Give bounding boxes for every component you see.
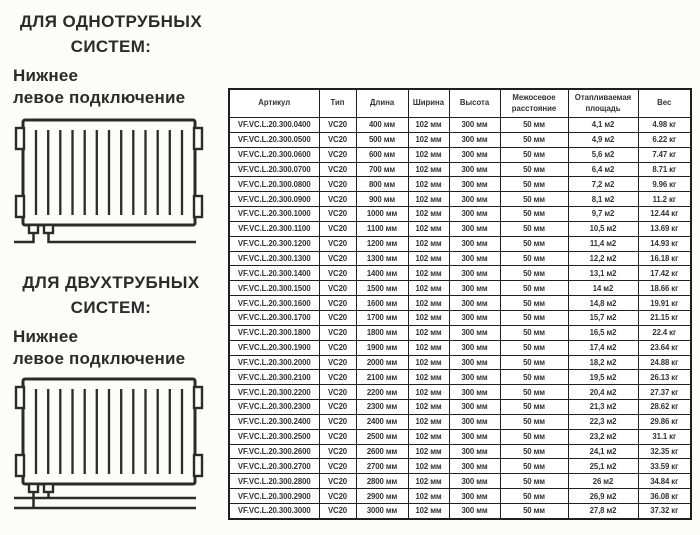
table-cell: 300 мм (449, 385, 500, 400)
table-cell: 13.69 кг (638, 221, 691, 236)
table-cell: VF.VC.L.20.300.1500 (229, 281, 319, 296)
table-cell: 50 мм (500, 177, 568, 192)
table-cell: VF.VC.L.20.300.2200 (229, 385, 319, 400)
table-cell: VF.VC.L.20.300.0800 (229, 177, 319, 192)
table-cell: VF.VC.L.20.300.1700 (229, 310, 319, 325)
table-row (229, 444, 691, 459)
table-row (229, 340, 691, 355)
table-cell: 102 мм (408, 207, 449, 222)
table-cell: 1300 мм (356, 251, 408, 266)
table-cell: 102 мм (408, 325, 449, 340)
table-cell: 50 мм (500, 147, 568, 162)
table-cell: VC20 (319, 296, 356, 311)
table-cell: 8.71 кг (638, 162, 691, 177)
table-cell: VC20 (319, 355, 356, 370)
table-cell: 50 мм (500, 385, 568, 400)
table-cell: 9.96 кг (638, 177, 691, 192)
table-cell: VC20 (319, 132, 356, 147)
table-cell: VF.VC.L.20.300.1900 (229, 340, 319, 355)
table-cell: 50 мм (500, 192, 568, 207)
table-cell: 19,5 м2 (568, 370, 638, 385)
table-cell: 17.42 кг (638, 266, 691, 281)
table-cell: 6,4 м2 (568, 162, 638, 177)
table-cell: 300 мм (449, 459, 500, 474)
table-cell: VC20 (319, 474, 356, 489)
table-cell: VC20 (319, 370, 356, 385)
table-cell: 2800 мм (356, 474, 408, 489)
table-cell: 300 мм (449, 355, 500, 370)
table-cell: 50 мм (500, 310, 568, 325)
table-cell: 14 м2 (568, 281, 638, 296)
table-cell: VC20 (319, 118, 356, 133)
table-cell: 700 мм (356, 162, 408, 177)
table-cell: 300 мм (449, 251, 500, 266)
table-cell: 300 мм (449, 236, 500, 251)
table-cell: VC20 (319, 489, 356, 504)
table-row (229, 296, 691, 311)
table-cell: 7.47 кг (638, 147, 691, 162)
table-cell: 300 мм (449, 340, 500, 355)
table-row (229, 414, 691, 429)
table-cell: 300 мм (449, 296, 500, 311)
connection-label-line: Нижнее (13, 327, 79, 346)
table-cell: VF.VC.L.20.300.2800 (229, 474, 319, 489)
table-cell: VF.VC.L.20.300.2400 (229, 414, 319, 429)
table-row (229, 177, 691, 192)
table-cell: 50 мм (500, 266, 568, 281)
table-cell: 19.91 кг (638, 296, 691, 311)
table-cell: 50 мм (500, 251, 568, 266)
table-cell: 50 мм (500, 370, 568, 385)
table-header-row (229, 89, 691, 118)
table-cell: 14.93 кг (638, 236, 691, 251)
table-cell: 50 мм (500, 221, 568, 236)
table-cell: 300 мм (449, 325, 500, 340)
table-cell: 15,7 м2 (568, 310, 638, 325)
table-cell: 50 мм (500, 444, 568, 459)
table-cell: VC20 (319, 236, 356, 251)
table-cell: 20,4 м2 (568, 385, 638, 400)
two-pipe-section-title (0, 271, 222, 320)
table-row (229, 400, 691, 415)
table-cell: 11.2 кг (638, 192, 691, 207)
table-cell: 300 мм (449, 118, 500, 133)
table-cell: VC20 (319, 325, 356, 340)
table-cell: VC20 (319, 429, 356, 444)
table-cell: VF.VC.L.20.300.0400 (229, 118, 319, 133)
table-cell: 1200 мм (356, 236, 408, 251)
table-cell: VF.VC.L.20.300.2700 (229, 459, 319, 474)
table-row (229, 325, 691, 340)
table-cell: 17,4 м2 (568, 340, 638, 355)
table-cell: VF.VC.L.20.300.1400 (229, 266, 319, 281)
table-cell: 2300 мм (356, 400, 408, 415)
table-header-cell: Вес (638, 89, 691, 118)
table-cell: 22.4 кг (638, 325, 691, 340)
table-cell: 300 мм (449, 192, 500, 207)
table-cell: 32.35 кг (638, 444, 691, 459)
table-cell: 102 мм (408, 177, 449, 192)
table-cell: VC20 (319, 310, 356, 325)
table-row (229, 474, 691, 489)
table-cell: 9,7 м2 (568, 207, 638, 222)
table-cell: 102 мм (408, 266, 449, 281)
table-header-cell: Артикул (229, 89, 319, 118)
table-cell: 102 мм (408, 474, 449, 489)
table-cell: 102 мм (408, 147, 449, 162)
table-cell: VC20 (319, 207, 356, 222)
table-cell: 1100 мм (356, 221, 408, 236)
table-cell: 22,3 м2 (568, 414, 638, 429)
table-cell: 102 мм (408, 355, 449, 370)
table-cell: 31.1 кг (638, 429, 691, 444)
table-cell: 102 мм (408, 370, 449, 385)
table-cell: 102 мм (408, 400, 449, 415)
table-cell: 102 мм (408, 236, 449, 251)
table-cell: VF.VC.L.20.300.1100 (229, 221, 319, 236)
table-header-cell: Высота (449, 89, 500, 118)
section-title-line: ДЛЯ ДВУХТРУБНЫХ (22, 273, 200, 292)
table-cell: 2900 мм (356, 489, 408, 504)
single-pipe-section-title (0, 10, 222, 59)
table-cell: 24,1 м2 (568, 444, 638, 459)
table-cell: VC20 (319, 162, 356, 177)
table-row (229, 192, 691, 207)
table-cell: 4.98 кг (638, 118, 691, 133)
table-cell: VF.VC.L.20.300.1300 (229, 251, 319, 266)
connection-label-line: левое подключение (13, 349, 186, 369)
table-header-cell: Длина (356, 89, 408, 118)
table-cell: 300 мм (449, 266, 500, 281)
connection-label-line: Нижнее (13, 66, 79, 85)
table-cell: 50 мм (500, 429, 568, 444)
table-cell: 50 мм (500, 474, 568, 489)
table-cell: VF.VC.L.20.300.1200 (229, 236, 319, 251)
table-row (229, 385, 691, 400)
single-pipe-connection-label (13, 65, 223, 109)
table-cell: 50 мм (500, 296, 568, 311)
table-cell: 26 м2 (568, 474, 638, 489)
table-cell: 10,5 м2 (568, 221, 638, 236)
table-cell: 300 мм (449, 310, 500, 325)
table-cell: 50 мм (500, 489, 568, 504)
table-cell: 102 мм (408, 281, 449, 296)
table-cell: 2500 мм (356, 429, 408, 444)
two-pipe-radiator-diagram (13, 372, 205, 519)
table-cell: 50 мм (500, 281, 568, 296)
table-cell: 7,2 м2 (568, 177, 638, 192)
table-cell: 1600 мм (356, 296, 408, 311)
table-cell: 102 мм (408, 118, 449, 133)
table-cell: 1500 мм (356, 281, 408, 296)
table-cell: 2700 мм (356, 459, 408, 474)
table-row (229, 489, 691, 504)
table-cell: 102 мм (408, 385, 449, 400)
table-cell: 1400 мм (356, 266, 408, 281)
table-cell: 27,8 м2 (568, 503, 638, 518)
table-cell: VC20 (319, 459, 356, 474)
table-cell: VF.VC.L.20.300.0900 (229, 192, 319, 207)
table-cell: 102 мм (408, 162, 449, 177)
table-cell: VC20 (319, 281, 356, 296)
table-cell: 300 мм (449, 207, 500, 222)
table-cell: 2200 мм (356, 385, 408, 400)
table-header-cell: Тип (319, 89, 356, 118)
table-cell: VC20 (319, 340, 356, 355)
table-cell: VF.VC.L.20.300.3000 (229, 503, 319, 518)
table-cell: VF.VC.L.20.300.2000 (229, 355, 319, 370)
table-row (229, 118, 691, 133)
table-cell: 5,6 м2 (568, 147, 638, 162)
table-cell: 26,9 м2 (568, 489, 638, 504)
table-cell: VC20 (319, 414, 356, 429)
table-cell: 102 мм (408, 251, 449, 266)
table-row (229, 355, 691, 370)
table-cell: 102 мм (408, 503, 449, 518)
table-cell: VF.VC.L.20.300.1800 (229, 325, 319, 340)
table-cell: 2400 мм (356, 414, 408, 429)
connection-label-line: левое подключение (13, 88, 186, 108)
section-title-line: СИСТЕМ: (70, 36, 152, 56)
table-header-cell: Межосевое расстояние (500, 89, 568, 118)
table-cell: 300 мм (449, 429, 500, 444)
table-cell: 21.15 кг (638, 310, 691, 325)
table-cell: 102 мм (408, 489, 449, 504)
table-cell: VF.VC.L.20.300.0500 (229, 132, 319, 147)
table-cell: 4,9 м2 (568, 132, 638, 147)
table-cell: 1800 мм (356, 325, 408, 340)
table-row (229, 221, 691, 236)
table-cell: 300 мм (449, 221, 500, 236)
table-cell: 3000 мм (356, 503, 408, 518)
table-cell: 102 мм (408, 296, 449, 311)
table-cell: VC20 (319, 192, 356, 207)
table-row (229, 162, 691, 177)
table-cell: VC20 (319, 444, 356, 459)
table-row (229, 147, 691, 162)
table-row (229, 370, 691, 385)
table-cell: VC20 (319, 400, 356, 415)
table-cell: 23,2 м2 (568, 429, 638, 444)
table-cell: VF.VC.L.20.300.0700 (229, 162, 319, 177)
table-cell: VC20 (319, 266, 356, 281)
table-row (229, 503, 691, 518)
table-cell: 300 мм (449, 414, 500, 429)
table-cell: 300 мм (449, 177, 500, 192)
table-cell: 16,5 м2 (568, 325, 638, 340)
table-cell: 37.32 кг (638, 503, 691, 518)
table-cell: 4,1 м2 (568, 118, 638, 133)
table-body (229, 118, 691, 519)
table-cell: 800 мм (356, 177, 408, 192)
table-cell: 300 мм (449, 370, 500, 385)
table-cell: 300 мм (449, 474, 500, 489)
table-cell: 102 мм (408, 221, 449, 236)
table-cell: 34.84 кг (638, 474, 691, 489)
table-cell: 29.86 кг (638, 414, 691, 429)
table-cell: 102 мм (408, 192, 449, 207)
table-cell: 6.22 кг (638, 132, 691, 147)
table-cell: 24.88 кг (638, 355, 691, 370)
table-cell: 50 мм (500, 340, 568, 355)
two-pipe-connection-label (13, 326, 223, 370)
table-header-cell: Ширина (408, 89, 449, 118)
table-cell: VF.VC.L.20.300.2300 (229, 400, 319, 415)
two-pipe-radiator-icon (13, 372, 205, 514)
table-cell: 50 мм (500, 118, 568, 133)
table-cell: 50 мм (500, 132, 568, 147)
table-row (229, 310, 691, 325)
table-cell: 36.08 кг (638, 489, 691, 504)
table-row (229, 251, 691, 266)
table-cell: 1000 мм (356, 207, 408, 222)
table-cell: VC20 (319, 503, 356, 518)
section-title-line: ДЛЯ ОДНОТРУБНЫХ (19, 12, 203, 31)
table-cell: 26.13 кг (638, 370, 691, 385)
table-cell: 1700 мм (356, 310, 408, 325)
table-cell: 8,1 м2 (568, 192, 638, 207)
table-cell: 2600 мм (356, 444, 408, 459)
table-cell: 2100 мм (356, 370, 408, 385)
table-row (229, 266, 691, 281)
table-cell: 102 мм (408, 444, 449, 459)
table-cell: 50 мм (500, 236, 568, 251)
table-cell: 27.37 кг (638, 385, 691, 400)
table-cell: 21,3 м2 (568, 400, 638, 415)
table-cell: 23.64 кг (638, 340, 691, 355)
table-cell: VC20 (319, 385, 356, 400)
table-cell: 28.62 кг (638, 400, 691, 415)
table-cell: 300 мм (449, 162, 500, 177)
table-cell: 900 мм (356, 192, 408, 207)
single-pipe-radiator-diagram (13, 113, 205, 254)
table-cell: 300 мм (449, 503, 500, 518)
single-pipe-radiator-icon (13, 113, 205, 249)
table-cell: 50 мм (500, 459, 568, 474)
table-cell: 12,2 м2 (568, 251, 638, 266)
table-cell: VC20 (319, 251, 356, 266)
table-cell: 18.66 кг (638, 281, 691, 296)
table-cell: 400 мм (356, 118, 408, 133)
table-cell: VC20 (319, 177, 356, 192)
table-cell: 600 мм (356, 147, 408, 162)
table-cell: 25,1 м2 (568, 459, 638, 474)
table-cell: 1900 мм (356, 340, 408, 355)
table-cell: VF.VC.L.20.300.1600 (229, 296, 319, 311)
table-cell: 50 мм (500, 325, 568, 340)
table-header-cell: Отапливаемая площадь (568, 89, 638, 118)
table-cell: 13,1 м2 (568, 266, 638, 281)
table-cell: 2000 мм (356, 355, 408, 370)
table-row (229, 429, 691, 444)
table-cell: 102 мм (408, 310, 449, 325)
table-row (229, 236, 691, 251)
table-cell: VC20 (319, 221, 356, 236)
table-row (229, 281, 691, 296)
table-row (229, 459, 691, 474)
table-cell: 102 мм (408, 429, 449, 444)
spec-table (228, 88, 692, 520)
table-cell: 50 мм (500, 207, 568, 222)
table-cell: 300 мм (449, 489, 500, 504)
table-cell: VF.VC.L.20.300.2500 (229, 429, 319, 444)
table-cell: 300 мм (449, 400, 500, 415)
table-cell: VF.VC.L.20.300.2900 (229, 489, 319, 504)
table-cell: 102 мм (408, 340, 449, 355)
table-cell: 18,2 м2 (568, 355, 638, 370)
table-cell: 102 мм (408, 459, 449, 474)
table-cell: 14,8 м2 (568, 296, 638, 311)
table-cell: 50 мм (500, 355, 568, 370)
table-cell: VC20 (319, 147, 356, 162)
table-row (229, 207, 691, 222)
table-cell: 300 мм (449, 147, 500, 162)
table-cell: 300 мм (449, 132, 500, 147)
table-cell: 500 мм (356, 132, 408, 147)
table-cell: 33.59 кг (638, 459, 691, 474)
table-cell: 50 мм (500, 162, 568, 177)
table-cell: VF.VC.L.20.300.0600 (229, 147, 319, 162)
section-title-line: СИСТЕМ: (70, 297, 152, 317)
table-cell: VF.VC.L.20.300.1000 (229, 207, 319, 222)
table-cell: 102 мм (408, 132, 449, 147)
table-cell: 50 мм (500, 414, 568, 429)
table-cell: VF.VC.L.20.300.2600 (229, 444, 319, 459)
table-cell: 300 мм (449, 281, 500, 296)
table-cell: 102 мм (408, 414, 449, 429)
table-cell: VF.VC.L.20.300.2100 (229, 370, 319, 385)
table-cell: 50 мм (500, 400, 568, 415)
table-cell: 16.18 кг (638, 251, 691, 266)
table-row (229, 132, 691, 147)
table-cell: 11,4 м2 (568, 236, 638, 251)
table-cell: 50 мм (500, 503, 568, 518)
table-cell: 300 мм (449, 444, 500, 459)
table-cell: 12.44 кг (638, 207, 691, 222)
